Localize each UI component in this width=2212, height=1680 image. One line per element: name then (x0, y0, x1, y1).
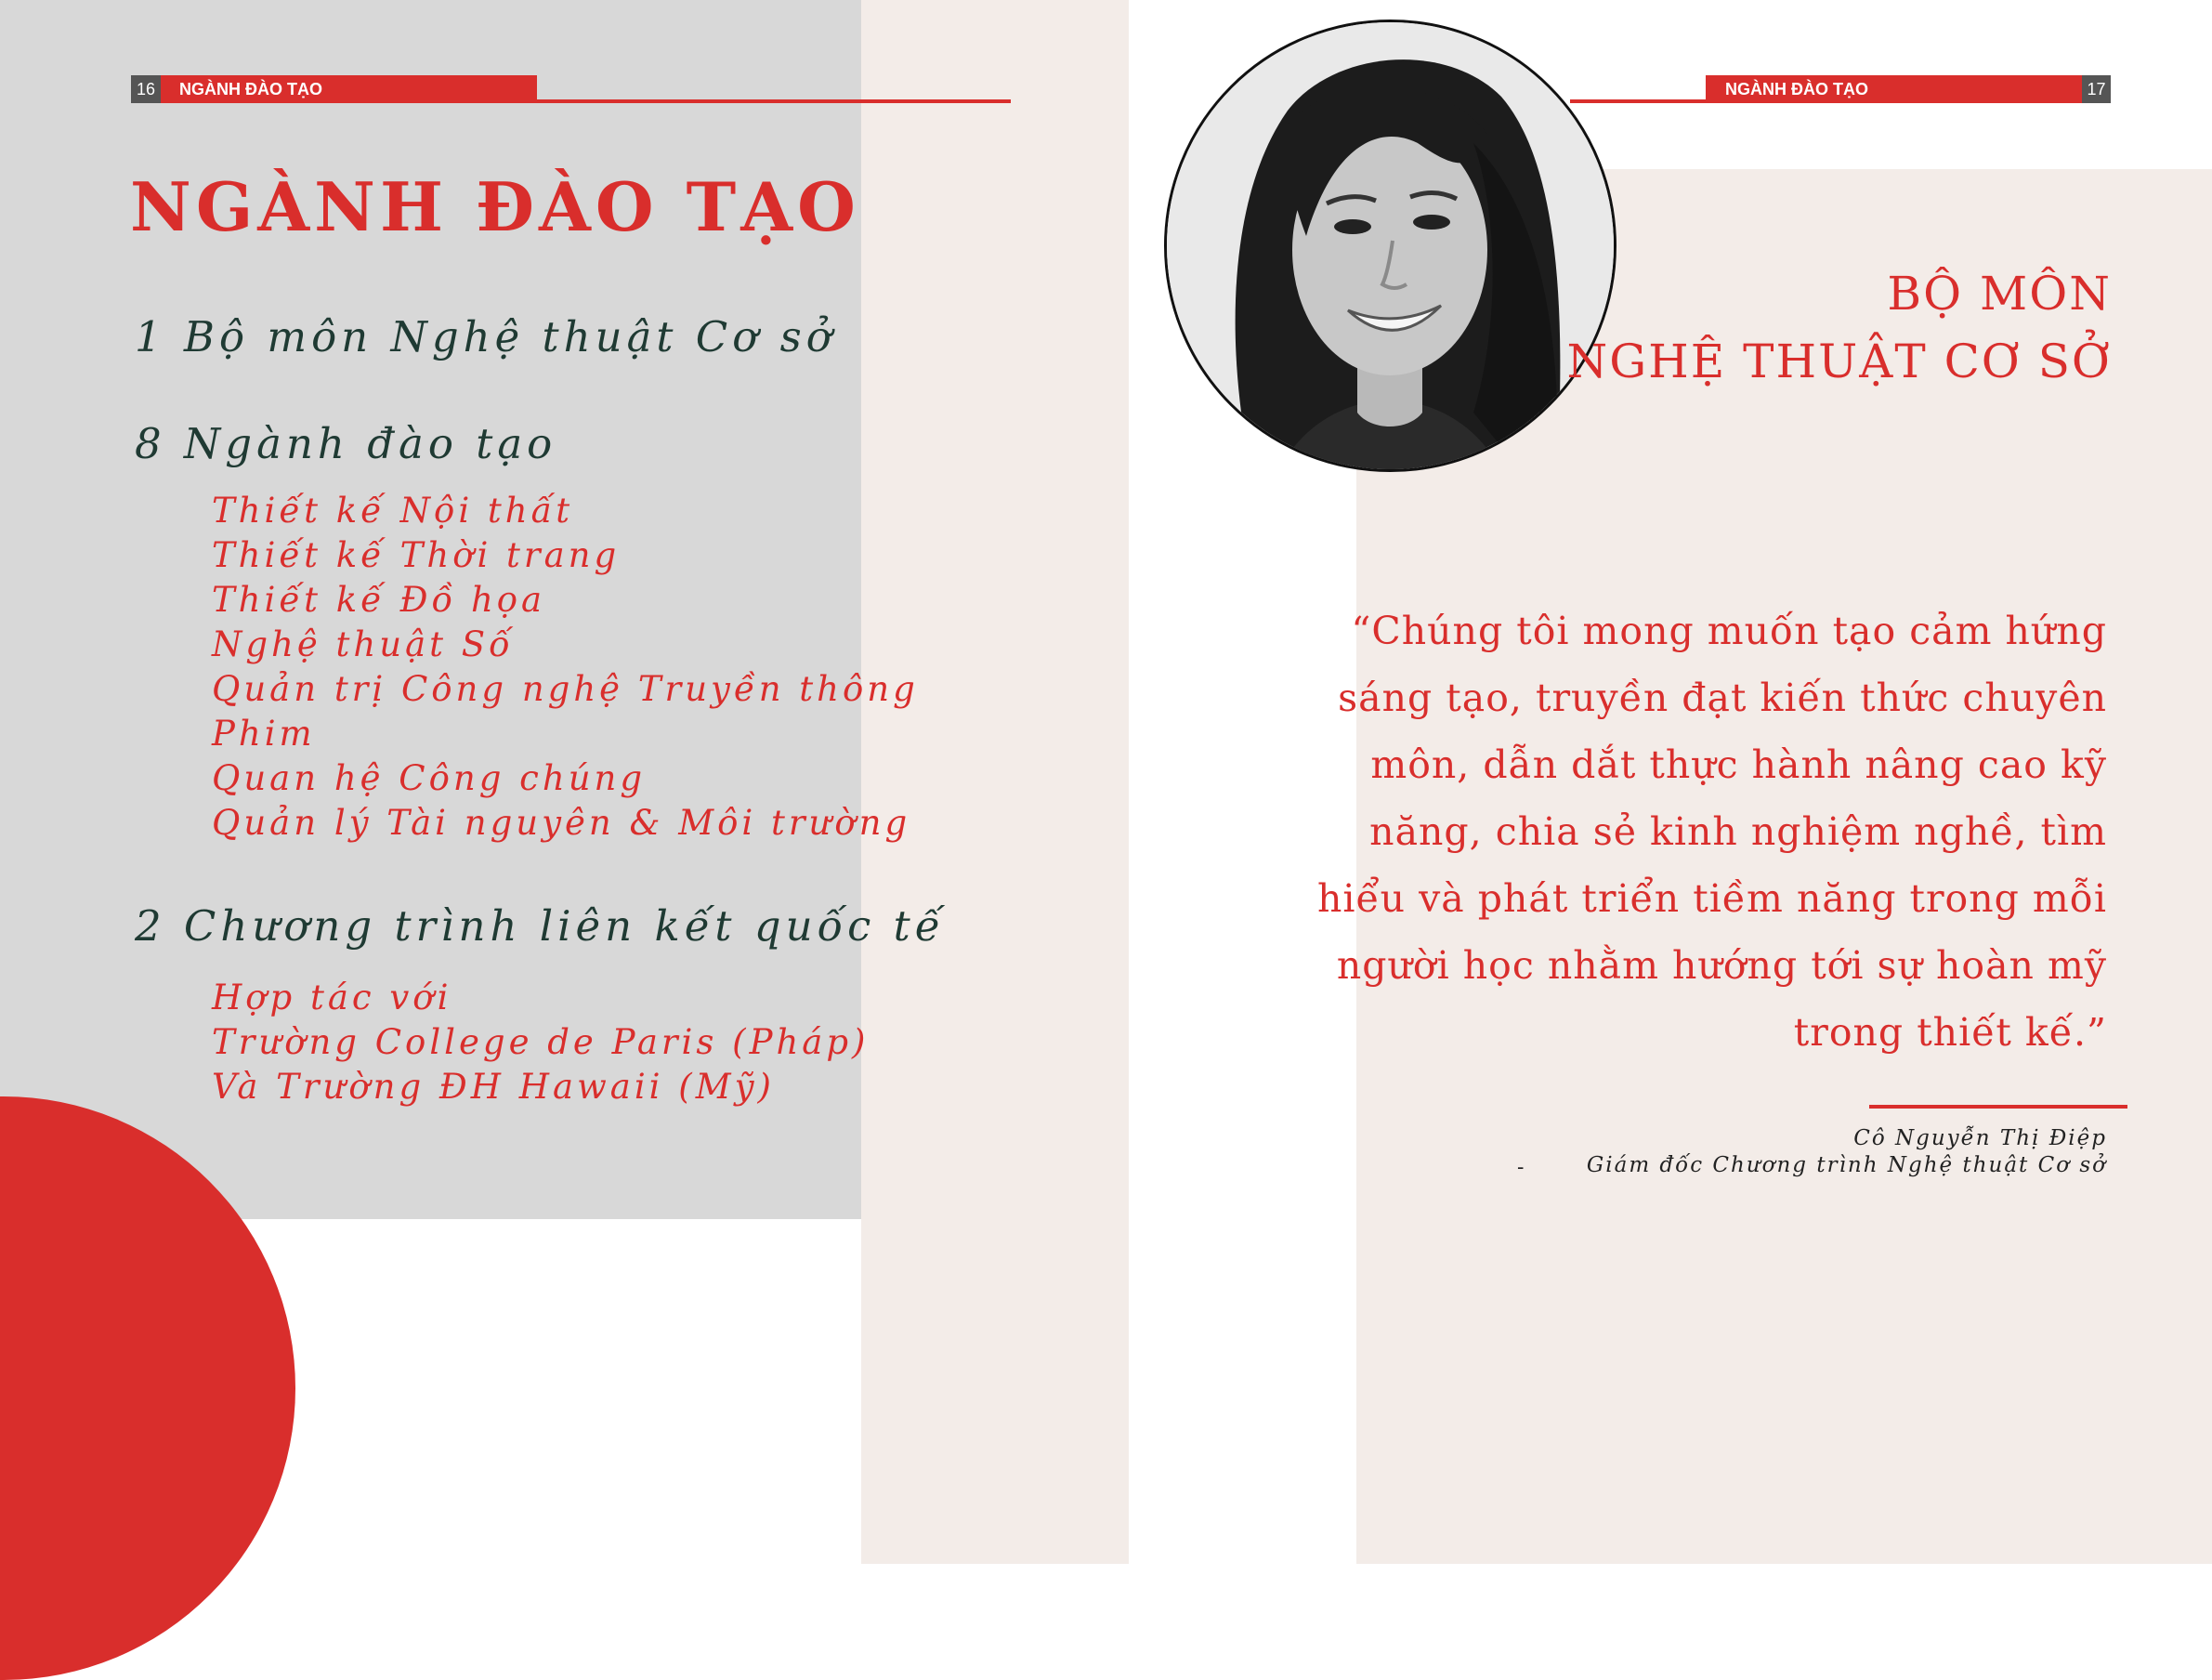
page-number-right: 17 (2082, 75, 2111, 103)
partner-item: Hợp tác với (212, 978, 452, 1017)
major-item: Thiết kế Đồ họa (212, 580, 546, 620)
signature-name: Cô Nguyễn Thị Điệp (1853, 1126, 2107, 1150)
signature-dash: - (1517, 1156, 1525, 1179)
header-rule-right (1570, 99, 1709, 103)
major-item: Quản trị Công nghệ Truyền thông (212, 669, 919, 709)
page-number-left: 16 (131, 75, 161, 103)
quote-divider (1869, 1105, 2127, 1109)
department-title-line2: NGHỆ THUẬT CƠ SỞ (1566, 335, 2112, 388)
quote-line: năng, chia sẻ kinh nghiệm nghề, tìm (1369, 809, 2107, 854)
header-rule-left (537, 99, 1011, 103)
partner-item: Trường College de Paris (Pháp) (212, 1022, 870, 1062)
portrait-illustration (1167, 22, 1614, 469)
page-title: NGÀNH ĐÀO TẠO (130, 167, 860, 246)
quote-line: môn, dẫn dắt thực hành nâng cao kỹ (1370, 742, 2107, 787)
quote-line: “Chúng tôi mong muốn tạo cảm hứng (1351, 609, 2107, 653)
portrait-photo (1164, 20, 1616, 472)
quote-line: sáng tạo, truyền đạt kiến thức chuyên (1338, 676, 2107, 720)
section-international-programs: 2 Chương trình liên kết quốc tế (135, 901, 946, 951)
quote-line: trong thiết kế.” (1793, 1010, 2107, 1055)
major-item: Thiết kế Nội thất (212, 491, 574, 531)
quote-line: hiểu và phát triển tiềm năng trong mỗi (1316, 876, 2107, 921)
quote-line: người học nhằm hướng tới sự hoàn mỹ (1336, 943, 2107, 988)
department-title (1566, 260, 2112, 396)
department-title-line1: BỘ MÔN (1887, 267, 2112, 321)
left-beige-strip (861, 0, 1129, 1564)
major-item: Quản lý Tài nguyên & Môi trường (212, 803, 911, 843)
signature-role: Giám đốc Chương trình Nghệ thuật Cơ sở (1586, 1153, 2107, 1177)
section-foundation-dept: 1 Bộ môn Nghệ thuật Cơ sở (135, 312, 836, 361)
section-majors-count: 8 Ngành đào tạo (135, 419, 557, 468)
running-header-right: NGÀNH ĐÀO TẠO (1706, 75, 2082, 103)
running-header-left: NGÀNH ĐÀO TẠO (161, 75, 537, 103)
partner-item: Và Trường ĐH Hawaii (Mỹ) (212, 1067, 775, 1107)
major-item: Thiết kế Thời trang (212, 535, 621, 575)
major-item: Phim (212, 714, 316, 754)
major-item: Quan hệ Công chúng (212, 758, 647, 798)
major-item: Nghệ thuật Số (212, 624, 514, 664)
